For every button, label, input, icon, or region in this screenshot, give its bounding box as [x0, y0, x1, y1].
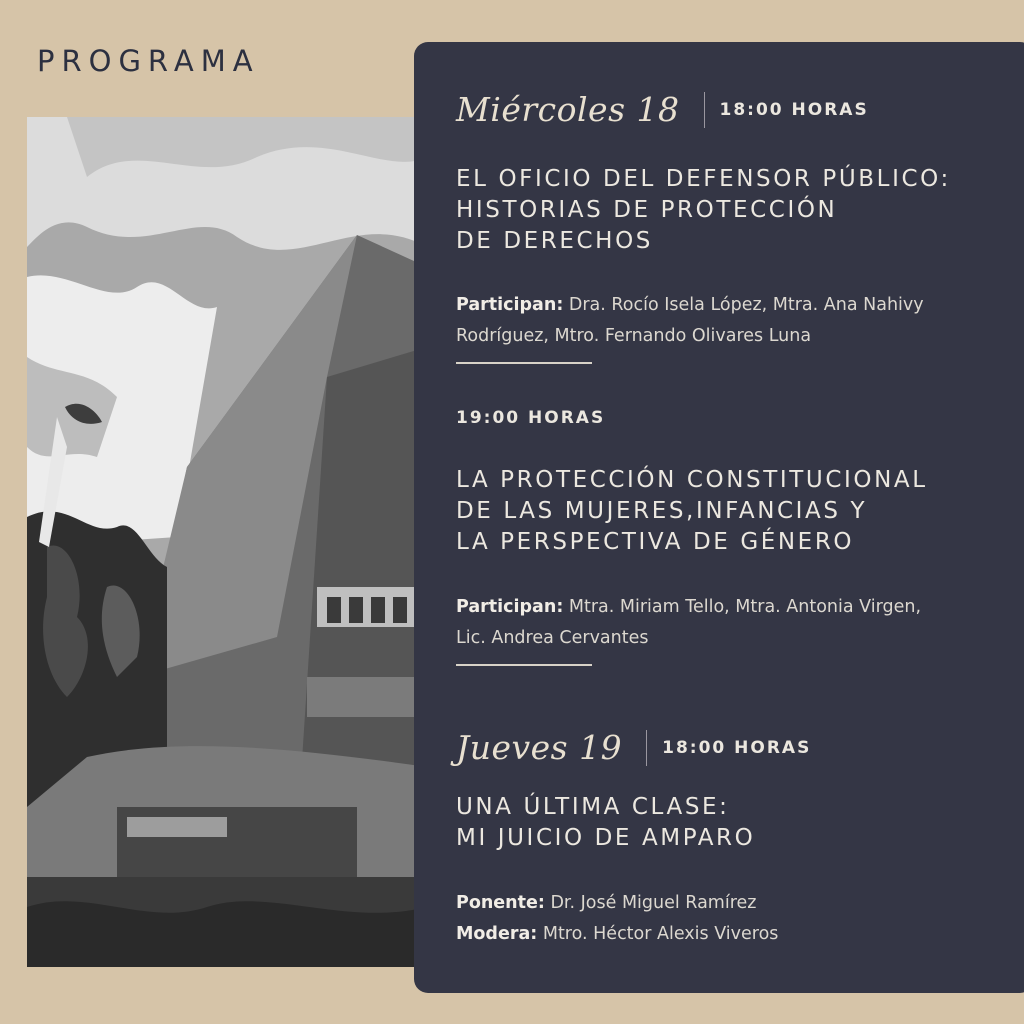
participants-label: Participan: [456, 295, 564, 315]
day1-header [456, 90, 869, 129]
day2-time: 18:00 HORAS [662, 737, 812, 758]
moderator-name: Mtro. Héctor Alexis Viveros [537, 924, 779, 944]
divider [704, 92, 705, 128]
divider [646, 730, 647, 766]
speaker-label: Ponente: [456, 893, 545, 913]
talk1-participants: Participan: Dra. Rocío Isela López, Mtra. Ana Nahivy Rodríguez, Mtro. Fernando Olivares Luna [456, 295, 924, 346]
day2-label: Jueves 19 [456, 728, 623, 767]
day1-time: 18:00 HORAS [719, 99, 869, 120]
building-photo [27, 117, 427, 967]
page-title: PROGRAMA [37, 44, 260, 78]
building-illustration [27, 117, 427, 967]
day2-header [456, 728, 811, 767]
talk2-participants: Participan: Mtra. Miriam Tello, Mtra. Antonia Virgen, Lic. Andrea Cervantes [456, 597, 922, 648]
talk2-time: 19:00 HORAS [456, 408, 606, 428]
day1-label: Miércoles 18 [456, 90, 680, 129]
talk3-speakers [456, 888, 1016, 950]
talk1-title: EL OFICIO DEL DEFENSOR PÚBLICO: HISTORIAS DE PROTECCIÓN DE DERECHOS [456, 166, 951, 254]
participants-label: Participan: [456, 597, 564, 617]
schedule-panel [414, 42, 1024, 993]
speaker-name: Dr. José Miguel Ramírez [544, 893, 757, 913]
divider-line [456, 362, 592, 364]
talk2-title: LA PROTECCIÓN CONSTITUCIONAL DE LAS MUJERES,INFANCIAS Y LA PERSPECTIVA DE GÉNERO [456, 467, 928, 555]
talk3-title: UNA ÚLTIMA CLASE: MI JUICIO DE AMPARO [456, 794, 756, 851]
divider-line [456, 664, 592, 666]
moderator-label: Modera: [456, 924, 538, 944]
